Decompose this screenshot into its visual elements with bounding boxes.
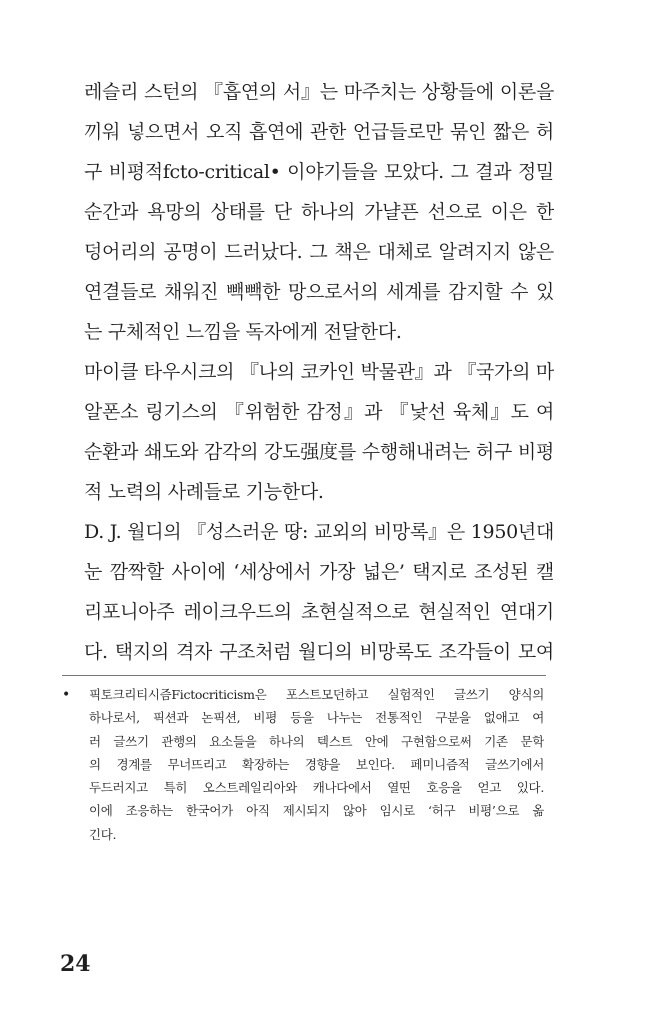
text-line: 순환과 쇄도와 감각의 강도强度를 수행해내려는 허구 비평 bbox=[84, 441, 554, 463]
body-text bbox=[84, 72, 554, 672]
text-line: 적 노력의 사례들로 기능한다. bbox=[84, 481, 324, 503]
footnote-line: 두드러지고 특히 오스트레일리아와 캐나다에서 열띤 호응을 얻고 있다. bbox=[89, 780, 544, 796]
text-line: 다. 택지의 격자 구조처럼 월디의 비망록도 조각들이 모여 bbox=[84, 641, 554, 663]
text-line: 마이클 타우시크의 『나의 코카인 박물관』과 『국가의 마 bbox=[84, 361, 554, 383]
text-line: 연결들로 채워진 빽빽한 망으로서의 세계를 감지할 수 있 bbox=[84, 281, 554, 303]
text-line: 눈 깜짝할 사이에 ‘세상에서 가장 넓은’ 택지로 조성된 캘 bbox=[84, 561, 554, 583]
footnote-line: 이에 조응하는 한국어가 아직 제시되지 않아 임시로 ‘허구 비평’으로 옮 bbox=[89, 803, 544, 819]
footnote-line: 의 경계를 무너뜨리고 확장하는 경향을 보인다. 페미니즘적 글쓰기에서 bbox=[89, 756, 544, 772]
text-line: D. J. 월디의 『성스러운 땅: 교외의 비망록』은 1950년대 bbox=[84, 521, 554, 543]
text-line: 순간과 욕망의 상태를 단 하나의 가냘픈 선으로 이은 한 bbox=[84, 201, 554, 223]
footnote-divider bbox=[62, 675, 546, 676]
footnote-line: 긴다. bbox=[89, 826, 117, 842]
text-line: 리포니아주 레이크우드의 초현실적으로 현실적인 연대기 bbox=[84, 601, 554, 623]
page-number: 24 bbox=[60, 951, 91, 977]
text-line: 레슬리 스턴의 『흡연의 서』는 마주치는 상황들에 이론을 bbox=[84, 81, 554, 103]
text-line: 덩어리의 공명이 드러났다. 그 책은 대체로 알려지지 않은 bbox=[84, 241, 554, 263]
text-line: 구 비평적fcto-critical• 이야기들을 모았다. 그 결과 정밀 bbox=[84, 161, 554, 183]
footnote-line: 러 글쓰기 관행의 요소들을 하나의 텍스트 안에 구현함으로써 기존 문학 bbox=[89, 733, 544, 749]
text-line: 끼워 넣으면서 오직 흡연에 관한 언급들로만 묶인 짧은 허 bbox=[84, 121, 554, 143]
footnote-bullet: • bbox=[62, 687, 71, 703]
footnote-line: 픽토크리티시즘Fictocriticism은 포스트모던하고 실험적인 글쓰기 양식의 bbox=[89, 687, 544, 702]
text-line: 알폰소 링기스의 『위험한 감정』과 『낯선 육체』도 여 bbox=[84, 401, 554, 423]
text-line: 는 구체적인 느낌을 독자에게 전달한다. bbox=[84, 321, 402, 343]
footnote-line: 하나로서, 픽션과 논픽션, 비평 등을 나누는 전통적인 구분을 없애고 여 bbox=[89, 710, 544, 726]
footnote-body bbox=[89, 683, 544, 846]
